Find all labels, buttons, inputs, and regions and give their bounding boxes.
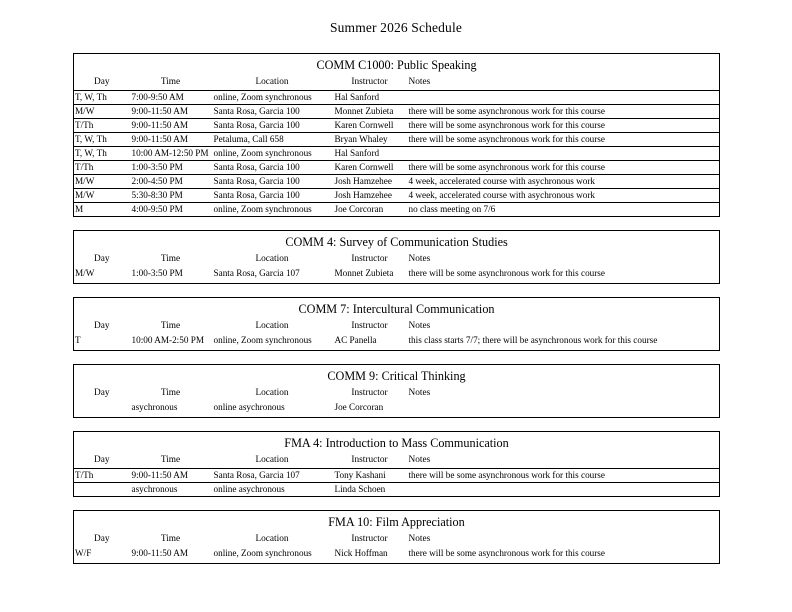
table-row [74, 267, 720, 280]
cell-notes: this class starts 7/7; there will be asynchronous work for this course [408, 335, 658, 345]
course-title-row [74, 298, 720, 320]
course-title-row [74, 365, 720, 387]
column-header-location: Location [255, 77, 289, 87]
cell-time: 9:00-11:50 AM [131, 548, 189, 558]
table-row [74, 133, 720, 147]
cell-day: W/F [75, 548, 92, 558]
column-header-instructor: Instructor [351, 455, 388, 465]
course-title: COMM C1000: Public Speaking [316, 58, 477, 72]
table-spacer-row [74, 347, 720, 351]
cell-time: 9:00-11:50 AM [131, 106, 189, 116]
column-header-row [74, 252, 720, 267]
cell-notes [407, 483, 720, 497]
cell-day: M/W [75, 106, 95, 116]
cell-instructor: Monnet Zubieta [334, 268, 394, 278]
cell-time: asychronous [131, 484, 178, 494]
cell-time: asychronous [131, 402, 178, 412]
cell-day: M [75, 204, 84, 214]
cell-location: online, Zoom synchronous [213, 204, 312, 214]
course-title-row [74, 54, 720, 76]
cell-day: T, W, Th [75, 134, 107, 144]
cell-notes: there will be some asynchronous work for this course [408, 106, 605, 116]
cell-time: 5:30-8:30 PM [131, 190, 183, 200]
table-spacer-cell [74, 414, 720, 418]
column-header-location: Location [255, 388, 289, 398]
column-header-notes: Notes [408, 455, 431, 465]
cell-instructor: Josh Hamzehee [334, 176, 392, 186]
table-row [74, 483, 720, 497]
column-header-instructor: Instructor [351, 254, 388, 264]
cell-instructor: AC Panella [334, 335, 377, 345]
column-header-notes: Notes [408, 534, 431, 544]
table-row [74, 203, 720, 217]
cell-location: Santa Rosa, Garcia 100 [213, 120, 300, 130]
column-header-time: Time [160, 254, 181, 264]
cell-location: Petaluma, Call 658 [213, 134, 284, 144]
table-spacer-row [74, 560, 720, 564]
cell-instructor: Karen Cornwell [334, 120, 394, 130]
table-row [74, 147, 720, 161]
page-title: Summer 2026 Schedule [330, 20, 462, 35]
column-header-instructor: Instructor [351, 321, 388, 331]
cell-day: T, W, Th [75, 148, 107, 158]
cell-location: Santa Rosa, Garcia 100 [213, 162, 300, 172]
table-row [74, 334, 720, 347]
cell-location: online asychronous [213, 484, 285, 494]
cell-location: Santa Rosa, Garcia 107 [213, 268, 300, 278]
cell-location: online, Zoom synchronous [213, 548, 312, 558]
cell-day: M/W [75, 176, 95, 186]
cell-day: M/W [75, 268, 95, 278]
table-row [74, 119, 720, 133]
cell-instructor: Karen Cornwell [334, 162, 394, 172]
column-header-instructor: Instructor [351, 388, 388, 398]
cell-time: 9:00-11:50 AM [131, 120, 189, 130]
table-row [74, 547, 720, 560]
column-header-row [74, 386, 720, 401]
column-header-location: Location [255, 321, 289, 331]
column-header-row [74, 453, 720, 469]
column-header-day: Day [94, 254, 110, 264]
cell-notes: there will be some asynchronous work for this course [408, 120, 605, 130]
table-spacer-cell [74, 280, 720, 284]
course-title-row [74, 231, 720, 253]
cell-location: online, Zoom synchronous [213, 92, 312, 102]
cell-time: 1:00-3:50 PM [131, 162, 183, 172]
cell-location: Santa Rosa, Garcia 100 [213, 176, 300, 186]
cell-notes [407, 91, 720, 105]
table-row [74, 91, 720, 105]
cell-instructor: Hal Sanford [334, 148, 380, 158]
cell-instructor: Joe Corcoran [334, 402, 384, 412]
cell-notes: no class meeting on 7/6 [408, 204, 496, 214]
course-table [73, 230, 720, 284]
table-row [74, 469, 720, 483]
table-spacer-cell [74, 347, 720, 351]
course-title: COMM 7: Intercultural Communication [298, 302, 495, 316]
cell-location: Santa Rosa, Garcia 100 [213, 190, 300, 200]
course-title: FMA 10: Film Appreciation [328, 515, 465, 529]
table-row [74, 401, 720, 414]
course-table [73, 510, 720, 564]
cell-day: T/Th [75, 470, 94, 480]
column-header-time: Time [160, 534, 181, 544]
cell-time: 9:00-11:50 AM [131, 134, 189, 144]
cell-notes: 4 week, accelerated course with asychronous work [408, 190, 595, 200]
column-header-location: Location [255, 254, 289, 264]
cell-location: online, Zoom synchronous [213, 335, 312, 345]
cell-day [74, 401, 130, 414]
column-header-location: Location [255, 455, 289, 465]
column-header-day: Day [94, 77, 110, 87]
cell-time: 4:00-9:50 PM [131, 204, 183, 214]
cell-location: Santa Rosa, Garcia 107 [213, 470, 300, 480]
column-header-notes: Notes [408, 321, 431, 331]
cell-notes: there will be some asynchronous work for this course [408, 268, 605, 278]
column-header-notes: Notes [408, 254, 431, 264]
cell-notes: there will be some asynchronous work for this course [408, 470, 605, 480]
cell-location: online, Zoom synchronous [213, 148, 312, 158]
cell-notes: 4 week, accelerated course with asychronous work [408, 176, 595, 186]
table-spacer-row [74, 280, 720, 284]
cell-notes: there will be some asynchronous work for this course [408, 548, 605, 558]
course-title-row [74, 511, 720, 533]
cell-day: T/Th [75, 120, 94, 130]
cell-time: 9:00-11:50 AM [131, 470, 189, 480]
table-row [74, 175, 720, 189]
column-header-day: Day [94, 388, 110, 398]
column-header-instructor: Instructor [351, 77, 388, 87]
course-title-row [74, 432, 720, 454]
table-spacer-row [74, 414, 720, 418]
course-table [73, 53, 720, 217]
course-title: FMA 4: Introduction to Mass Communication [284, 436, 509, 450]
cell-instructor: Nick Hoffman [334, 548, 388, 558]
course-title: COMM 4: Survey of Communication Studies [285, 235, 508, 249]
cell-day: M/W [75, 190, 95, 200]
column-header-row [74, 319, 720, 334]
column-header-row [74, 532, 720, 547]
column-header-notes: Notes [408, 388, 431, 398]
cell-instructor: Linda Schoen [334, 484, 386, 494]
table-spacer-cell [74, 560, 720, 564]
cell-instructor: Tony Kashani [334, 470, 386, 480]
cell-notes [407, 401, 720, 414]
column-header-instructor: Instructor [351, 534, 388, 544]
column-header-time: Time [160, 388, 181, 398]
table-row [74, 105, 720, 119]
course-title: COMM 9: Critical Thinking [327, 369, 466, 383]
cell-day: T, W, Th [75, 92, 107, 102]
column-header-row [74, 75, 720, 91]
cell-time: 10:00 AM-2:50 PM [131, 335, 204, 345]
cell-instructor: Josh Hamzehee [334, 190, 392, 200]
column-header-time: Time [160, 455, 181, 465]
course-table [73, 297, 720, 351]
cell-day [74, 483, 130, 497]
cell-time: 2:00-4:50 PM [131, 176, 183, 186]
column-header-time: Time [160, 77, 181, 87]
column-header-day: Day [94, 534, 110, 544]
cell-instructor: Bryan Whaley [334, 134, 388, 144]
cell-day: T [75, 335, 81, 345]
cell-time: 10:00 AM-12:50 PM [131, 148, 209, 158]
cell-location: online asychronous [213, 402, 285, 412]
column-header-day: Day [94, 321, 110, 331]
cell-notes [407, 147, 720, 161]
cell-time: 1:00-3:50 PM [131, 268, 183, 278]
column-header-time: Time [160, 321, 181, 331]
column-header-location: Location [255, 534, 289, 544]
table-row [74, 161, 720, 175]
table-row [74, 189, 720, 203]
cell-instructor: Hal Sanford [334, 92, 380, 102]
cell-location: Santa Rosa, Garcia 100 [213, 106, 300, 116]
column-header-notes: Notes [408, 77, 431, 87]
cell-time: 7:00-9:50 AM [131, 92, 184, 102]
course-tables-container [73, 53, 719, 577]
cell-notes: there will be some asynchronous work for this course [408, 134, 605, 144]
course-table [73, 364, 720, 418]
cell-notes: there will be some asynchronous work for this course [408, 162, 605, 172]
cell-day: T/Th [75, 162, 94, 172]
column-header-day: Day [94, 455, 110, 465]
cell-instructor: Monnet Zubieta [334, 106, 394, 116]
cell-instructor: Joe Corcoran [334, 204, 384, 214]
course-table [73, 431, 720, 497]
